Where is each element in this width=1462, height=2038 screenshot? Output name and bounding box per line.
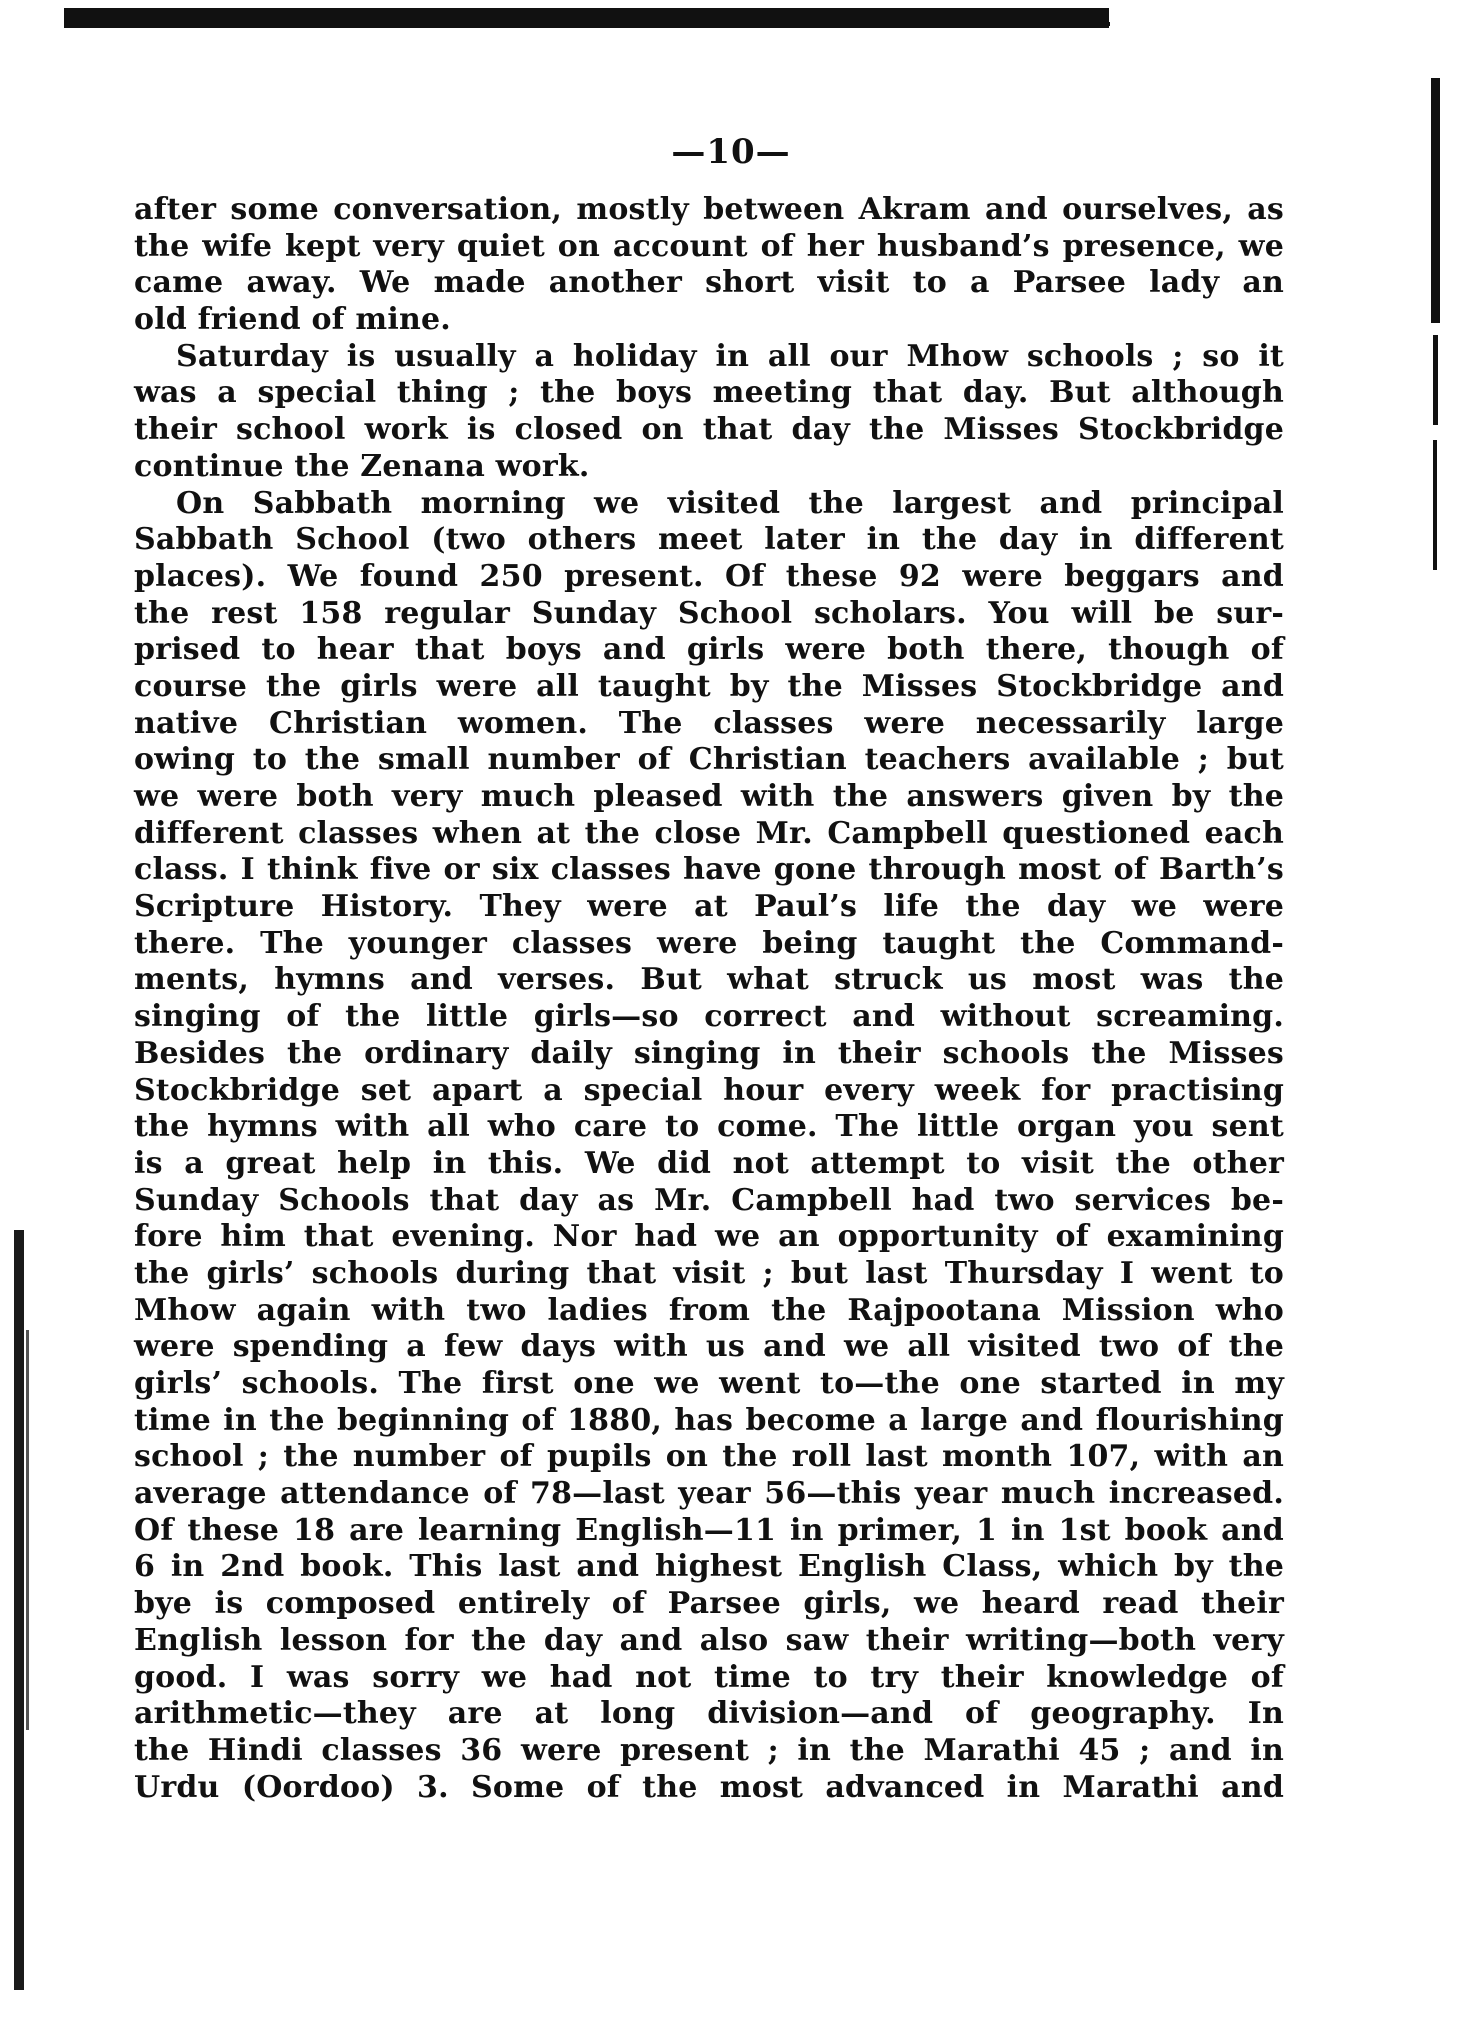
page-number: —10— [671, 132, 791, 172]
text-line: were spending a few days with us and we all visited two of the [134, 1329, 1284, 1365]
scan-edge-bar-left-thin [26, 1330, 29, 1730]
text-line: 6 in 2nd book. This last and highest English Class, which by the [134, 1549, 1284, 1585]
text-line: was a special thing ; the boys meeting that day. But although [134, 375, 1284, 411]
text-line: average attendance of 78—last year 56—this year much increased. [134, 1476, 1284, 1512]
text-line: class. I think five or six classes have gone through most of Barth’s [134, 852, 1284, 888]
text-line: there. The younger classes were being taught the Command- [134, 925, 1284, 961]
text-line: came away. We made another short visit to a Parsee lady an [134, 265, 1284, 301]
scan-edge-bar-right-segment [1433, 335, 1438, 425]
text-line: the girls’ schools during that visit ; but last Thursday I went to [134, 1255, 1284, 1291]
text-line: ments, hymns and verses. But what struck us most was the [134, 962, 1284, 998]
scan-edge-bar-top [64, 8, 1109, 28]
text-line: the Hindi classes 36 were present ; in the Marathi 45 ; and in [134, 1732, 1284, 1768]
text-line: school ; the number of pupils on the roll last month 107, with an [134, 1439, 1284, 1475]
text-line: good. I was sorry we had not time to try their knowledge of [134, 1659, 1284, 1695]
text-line: girls’ schools. The first one we went to—the one started in my [134, 1366, 1284, 1401]
text-line: prised to hear that boys and girls were both there, though of [134, 632, 1284, 668]
text-line: their school work is closed on that day the Misses Stockbridge [134, 412, 1284, 448]
body-text [134, 192, 1284, 1806]
text-line: the wife kept very quiet on account of her husband’s presence, we [134, 228, 1284, 264]
text-line: course the girls were all taught by the Misses Stockbridge and [134, 668, 1284, 704]
text-line: On Sabbath morning we visited the largest and principal [176, 485, 1284, 521]
text-line: is a great help in this. We did not attempt to visit the other [134, 1145, 1284, 1181]
text-line: after some conversation, mostly between Akram and ourselves, as [134, 192, 1284, 227]
text-line: time in the beginning of 1880, has become a large and flourishing [134, 1402, 1284, 1438]
text-line: Urdu (Oordoo) 3. Some of the most advanced in Marathi and [134, 1769, 1284, 1805]
text-line: bye is composed entirely of Parsee girls, we heard read their [134, 1586, 1284, 1622]
text-line: continue the Zenana work. [134, 448, 590, 484]
text-line: Sunday Schools that day as Mr. Campbell had two services be- [134, 1182, 1284, 1218]
scan-edge-bar-top-taper [960, 22, 1110, 26]
scan-edge-bar-right [1431, 78, 1440, 323]
scan-edge-bar-left [14, 1230, 24, 1990]
text-line: native Christian women. The classes were necessarily large [134, 705, 1284, 741]
text-line: Saturday is usually a holiday in all our Mhow schools ; so it [176, 338, 1284, 374]
text-line: Mhow again with two ladies from the Rajpootana Mission who [134, 1292, 1284, 1328]
scan-edge-bar-right-segment [1433, 440, 1437, 570]
text-line: English lesson for the day and also saw their writing—both very [134, 1622, 1284, 1658]
text-line: arithmetic—they are at long division—and of geography. In [134, 1696, 1284, 1732]
text-line: old friend of mine. [134, 302, 451, 338]
text-line: owing to the small number of Christian teachers available ; but [134, 742, 1284, 778]
text-line: the rest 158 regular Sunday School scholars. You will be sur- [134, 595, 1284, 631]
text-line: the hymns with all who care to come. The little organ you sent [134, 1109, 1284, 1145]
text-line: singing of the little girls—so correct and without screaming. [134, 999, 1284, 1035]
text-line: Scripture History. They were at Paul’s life the day we were [134, 889, 1284, 925]
text-line: Besides the ordinary daily singing in their schools the Misses [134, 1035, 1284, 1071]
text-line: fore him that evening. Nor had we an opportunity of examining [134, 1219, 1284, 1255]
text-line: places). We found 250 present. Of these 92 were beggars and [134, 558, 1284, 594]
text-line: different classes when at the close Mr. Campbell questioned each [134, 815, 1284, 851]
text-line: Stockbridge set apart a special hour every week for practising [134, 1072, 1284, 1108]
text-line: Of these 18 are learning English—11 in primer, 1 in 1st book and [134, 1512, 1284, 1548]
text-line: we were both very much pleased with the answers given by the [134, 779, 1284, 814]
text-line: Sabbath School (two others meet later in the day in different [134, 522, 1284, 558]
